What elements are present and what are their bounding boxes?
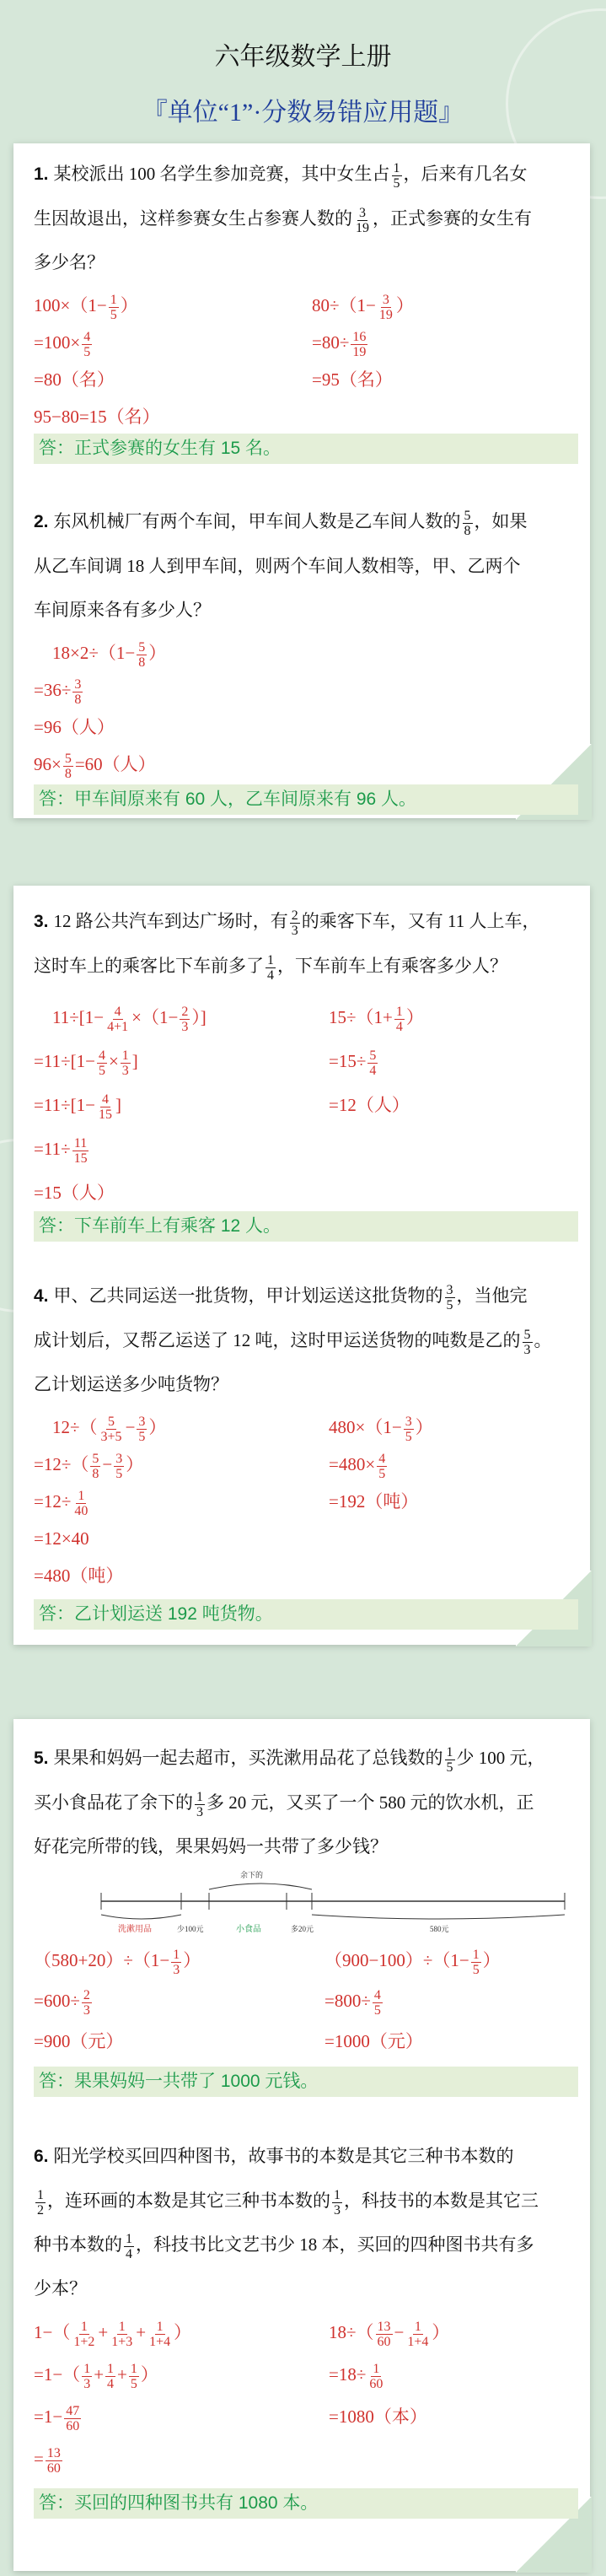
problem-4-calc-left: 12÷（ $\frac{5}{3+5}$ − $\frac{3}{5}$ ） =12÷（ $\frac{5}{8}$ − $\frac{3}{5}$ ） =12÷ $\frac{1}{40}$ =12×40 =480（吨） [34,1414,167,1586]
problem-1-calc-left: 100×（1− $\frac{1}{5}$ ） =100× $\frac{4}{5}$ =80（名） 95−80=15（名） [34,292,160,427]
problem-6-calc-left: 1−（ $\frac{1}{1+2}$ + $\frac{1}{1+3}$ + $\frac{1}{1+4}$ ） =1−（ $\frac{1}{3}$ + $\frac{1}{4}$ + $\frac{1}{5}$ ） =1− $\frac{47}{60}$ = $\frac{13}{60}$ [34,2319,192,2476]
problem-4-calc-right: 480×（1− $\frac{3}{5}$ ） =480× $\frac{4}{5}$ =192（吨） [329,1414,433,1512]
fraction: $\frac{1}{5}$ [393,160,400,191]
problem-6-calc-right: 18÷（ $\frac{13}{60}$ − $\frac{1}{1+4}$ ） =18÷ $\frac{1}{60}$ =1080（本） [329,2319,450,2427]
problem-4-text: 4. 甲、乙共同运送一批货物，甲计划运送这批货物的 $\frac{3}{5}$ ，当他完 成计划后，又帮乙运送了 12 吨，这时甲运送货物的吨数是乙的 $\frac{5}{3}$ 。 乙计划运送多少吨货物？ [34,1282,552,1394]
problem-1-text: 1. 某校派出 100 名学生参加竞赛，其中女生占 $\frac{1}{5}$ ，后来有几名女 生因故退出，这样参赛女生占参赛人数的 $\frac{3}{19}$ ，正式参赛的女生有 多少名？ [34,160,532,272]
problem-3-calc-left: 11÷[1− $\frac{4}{4+1}$ ×（1− $\frac{2}{3}$ ）] =11÷[1− $\frac{4}{5}$ × $\frac{1}{3}$ ] =11÷[1− $\frac{4}{15}$ ] =11÷ $\frac{11}{15}$ =15（人） [34,1004,206,1203]
problem-6-text: 6. 阳光学校买回四种图书，故事书的本数是其它三种书本数的 $\frac{1}{2}$ ，连环画的本数是其它三种书本数的 $\frac{1}{3}$ ，科技书的本数是其它三 种书本数的 $\frac{1}{4}$ ，科技书比文艺书少 18 本，买回的四种图书共有多 少本？ [34,2146,539,2298]
page-title: 六年级数学上册 [214,43,392,71]
fraction: $\frac{3}{19}$ [356,205,369,235]
page-subtitle: 『单位“1”·分数易错应用题』 [142,99,464,127]
problem-4-answer: 答：乙计划运送 192 吨货物。 [34,1599,578,1630]
problem-5-answer: 答：果果妈妈一共带了 1000 元钱。 [34,2067,578,2097]
problem-6-answer: 答：买回的四种图书共有 1080 本。 [34,2488,578,2519]
diagram-label: 少100元 [177,1925,204,1933]
line-segment-diagram [34,1867,590,1935]
problem-2-answer: 答：甲车间原来有 60 人，乙车间原来有 96 人。 [34,784,578,815]
problem-3-answer: 答：下车前车上有乘客 12 人。 [34,1211,578,1242]
problem-1-calc-right: 80÷（1− $\frac{3}{19}$ ） =80÷ $\frac{16}{19}$ =95（名） [312,292,414,390]
problem-3-calc-right: 15÷（1+ $\frac{1}{4}$ ） =15÷ $\frac{5}{4}$ =12（人） [329,1004,424,1115]
diagram-label: 小食品 [236,1925,261,1934]
problem-1-answer: 答：正式参赛的女生有 15 名。 [34,434,578,464]
problem-5-calc-left: （580+20）÷（1− $\frac{1}{3}$ ） =600÷ $\frac{2}{3}$ =900（元） [34,1947,201,2051]
diagram-label: 580元 [430,1925,449,1933]
problem-5-text: 5. 果果和妈妈一起去超市，买洗漱用品花了总钱数的 $\frac{1}{5}$ 少 100 元， 买小食品花了余下的 $\frac{1}{3}$ 多 20 元，又买了一个 580 元的饮水机，正 好花完所带的钱，果果妈妈一共带了多少钱？ [34,1744,545,1857]
problem-2-text: 2. 东风机械厂有两个车间，甲车间人数是乙车间人数的 $\frac{5}{8}$ ，如果 从乙车间调 18 人到甲车间，则两个车间人数相等，甲、乙两个 车间原来各有多少人？ [34,508,528,620]
diagram-label: 洗漱用品 [118,1925,152,1934]
problem-5-calc-right: （900−100）÷（1− $\frac{1}{5}$ ） =800÷ $\frac{4}{5}$ =1000（元） [324,1947,501,2051]
problem-2-calc: 18×2÷（1− $\frac{5}{8}$ ） =36÷ $\frac{3}{8}$ =96（人） 96× $\frac{5}{8}$ =60（人） [34,639,167,781]
problem-3-text: 3. 12 路公共汽车到达广场时，有 $\frac{2}{3}$ 的乘客下车，又有 11 人上车， 这时车上的乘客比下车前多了 $\frac{1}{4}$ ，下车前车上有乘客多少人？ [34,908,540,983]
diagram-label: 余下的 [240,1871,264,1879]
diagram-label: 多20元 [291,1925,314,1933]
